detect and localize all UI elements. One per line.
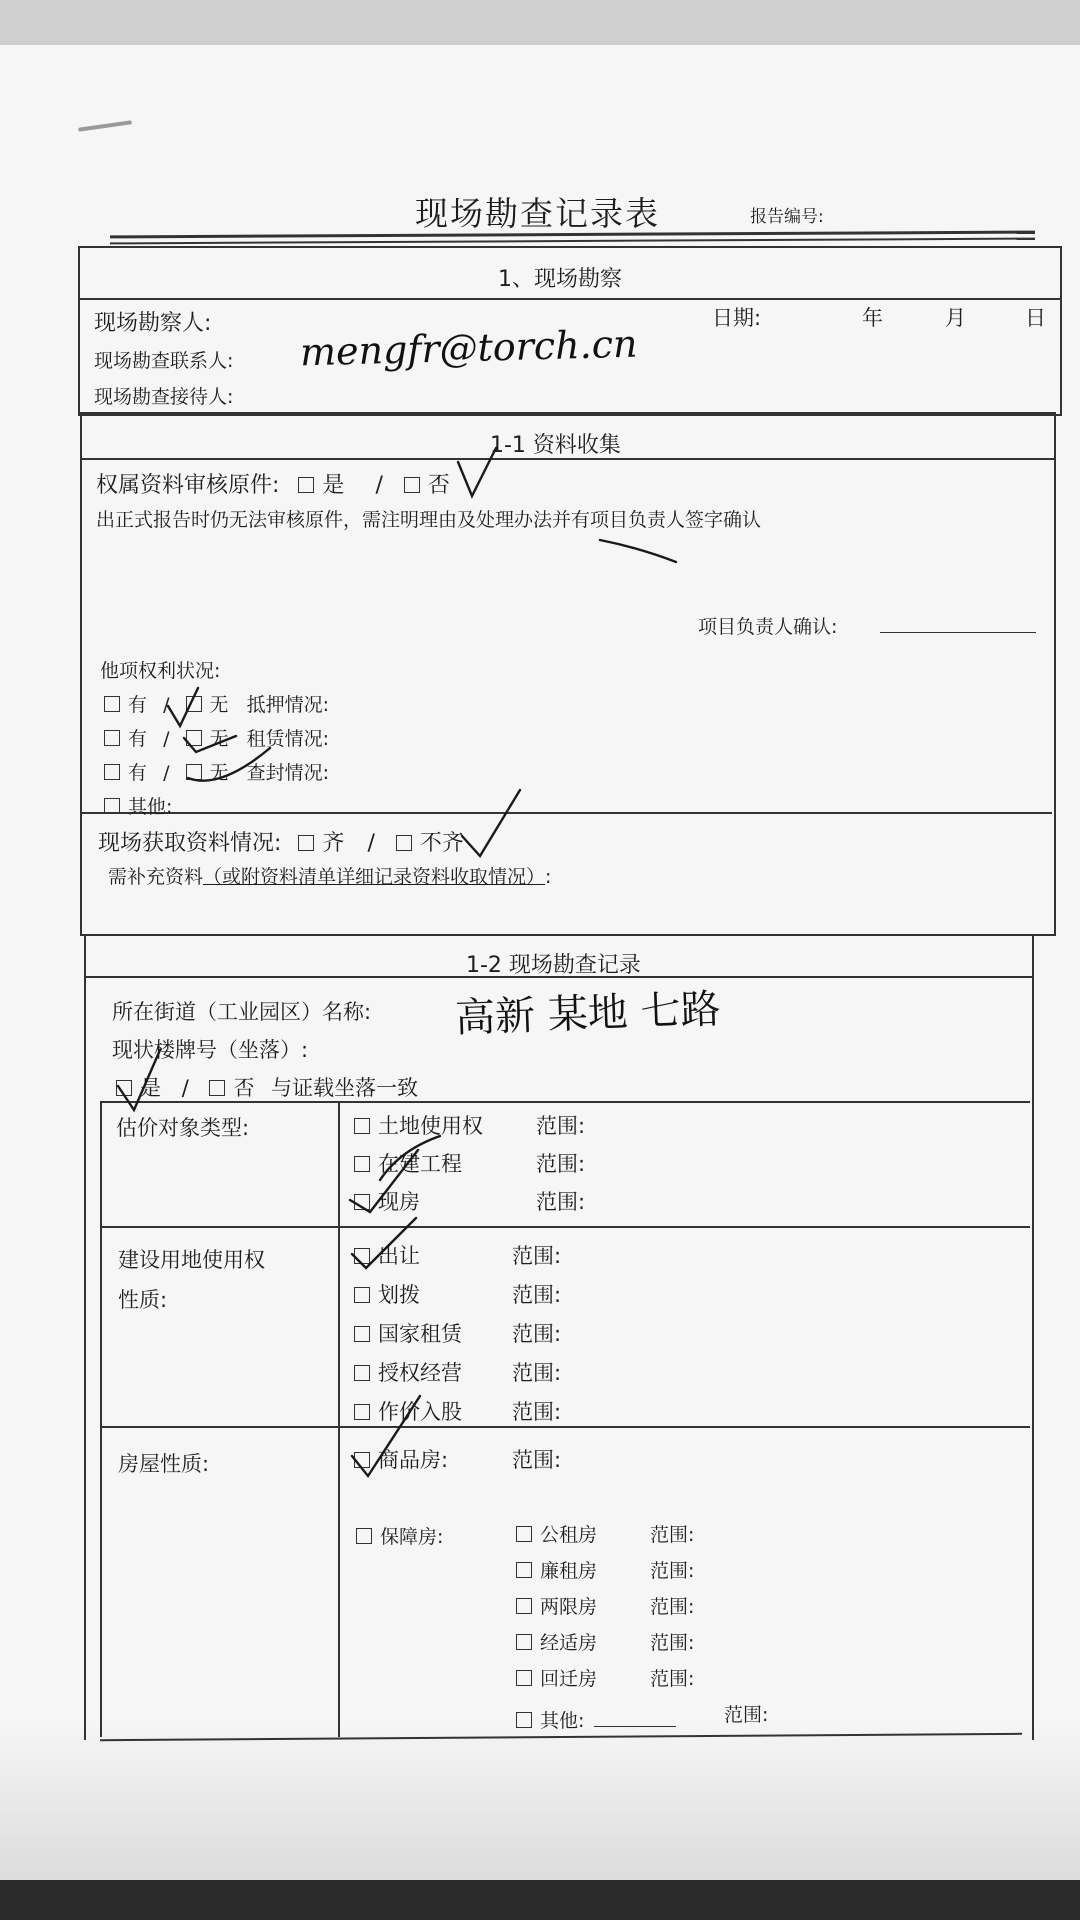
check-mortgage-none [168, 688, 198, 726]
equity-label: 作价入股 [378, 1400, 462, 1424]
authorized-label: 授权经营 [378, 1361, 462, 1385]
match-yes-label: 是 [140, 1076, 161, 1100]
equity-range: 范围: [512, 1400, 562, 1424]
authorized-range: 范围: [512, 1361, 562, 1385]
supplement-colon: : [545, 866, 552, 888]
state-lease-label: 国家租赁 [378, 1322, 462, 1346]
incomplete-label: 不齐 [419, 831, 464, 856]
transfer-label: 出让 [378, 1244, 420, 1268]
contact-handwriting: mengfr@torch.cn [299, 321, 638, 375]
state-lease-range: 范围: [512, 1322, 562, 1346]
has-label: 有 [128, 694, 148, 716]
seizure-label: 查封情况: [246, 762, 329, 784]
allocation-label: 划拨 [378, 1283, 420, 1307]
low-rent-range: 范围: [650, 1560, 695, 1582]
two-limit-label: 两限房 [540, 1596, 598, 1618]
complete-label: 齐 [322, 831, 345, 856]
economic-range: 范围: [650, 1632, 695, 1654]
check-incomplete [462, 790, 520, 856]
slash: / [375, 473, 383, 498]
form-title: 现场勘查记录表 [415, 194, 660, 233]
slash: / [367, 831, 375, 856]
object-type-label: 估价对象类型: [116, 1116, 250, 1140]
ownership-no-label: 否 [427, 473, 450, 498]
construction-label: 在建工程 [378, 1152, 462, 1176]
check-match-yes [118, 1050, 160, 1110]
street-label: 所在街道（工业园区）名称: [112, 1000, 372, 1024]
slash: / [163, 728, 170, 750]
economic-label: 经适房 [540, 1632, 598, 1654]
contact-label: 现场勘查联系人: [94, 350, 234, 372]
commercial-range: 范围: [512, 1448, 562, 1472]
allocation-range: 范围: [512, 1283, 562, 1307]
affordable-label: 保障房: [380, 1526, 444, 1548]
two-limit-range: 范围: [650, 1596, 695, 1618]
date-day: 日 [1025, 306, 1046, 330]
slash: / [163, 762, 170, 784]
supplement-note: （或附资料清单详细记录资料收取情况） [203, 866, 546, 888]
ownership-label: 权属资料审核原件: [96, 473, 280, 498]
has-label: 有 [128, 762, 148, 784]
street-handwriting: 高新 某地 七路 [454, 986, 722, 1042]
house-nature-label: 房屋性质: [118, 1452, 210, 1476]
has-label: 有 [128, 728, 148, 750]
pm-confirm-label: 项目负责人确认: [698, 616, 838, 638]
slash: / [163, 694, 170, 716]
section1-2-heading: 1-2 现场勘查记录 [466, 953, 641, 978]
pen-stroke [600, 540, 676, 562]
obtained-label: 现场获取资料情况: [98, 831, 282, 856]
section1-1-heading: 1-1 资料收集 [490, 433, 621, 458]
ownership-note: 出正式报告时仍无法审核原件，需注明理由及处理办法并有项目负责人签字确认 [96, 509, 762, 531]
other-label: 其他: [128, 796, 173, 818]
match-no-label: 否 [233, 1076, 255, 1100]
receiver-label: 现场勘查接待人: [94, 386, 234, 408]
match-label: 与证载坐落一致 [271, 1076, 419, 1100]
slash: / [181, 1076, 189, 1100]
check-lease-none [184, 736, 236, 752]
transfer-range: 范围: [512, 1244, 562, 1268]
report-number-label: 报告编号: [750, 207, 824, 227]
none-label: 无 [209, 728, 229, 750]
none-label: 无 [209, 694, 229, 716]
low-rent-label: 廉租房 [540, 1560, 598, 1582]
surveyor-label: 现场勘察人: [94, 311, 212, 336]
section1-heading: 1、现场勘察 [498, 267, 622, 292]
land-right-range: 范围: [536, 1114, 586, 1138]
relocation-label: 回迁房 [540, 1668, 598, 1690]
supplement-label: 需补充资料 [108, 866, 204, 888]
public-rent-range: 范围: [650, 1524, 695, 1546]
existing-house-label: 现房 [378, 1190, 420, 1214]
lease-label: 租赁情况: [246, 728, 329, 750]
other-rights-label: 他项权利状况: [100, 660, 221, 682]
affordable-other-label: 其他: [540, 1710, 585, 1732]
land-use-label-2: 性质: [118, 1288, 168, 1312]
land-use-label-1: 建设用地使用权 [118, 1248, 265, 1272]
address-label: 现状楼牌号（坐落）: [112, 1038, 309, 1062]
check-transfer [352, 1218, 416, 1268]
none-label: 无 [209, 762, 229, 784]
mortgage-label: 抵押情况: [246, 694, 329, 716]
check-ownership-no [458, 448, 496, 496]
public-rent-label: 公租房 [540, 1524, 598, 1546]
relocation-range: 范围: [650, 1668, 695, 1690]
commercial-label: 商品房: [378, 1448, 449, 1472]
date-label: 日期: [712, 306, 762, 330]
date-year: 年 [862, 306, 883, 330]
date-month: 月 [945, 306, 966, 330]
check-commercial [352, 1396, 420, 1476]
check-seizure-none [188, 748, 270, 781]
land-right-label: 土地使用权 [378, 1114, 483, 1138]
check-construction [380, 1136, 440, 1180]
affordable-other-range: 范围: [724, 1704, 769, 1726]
existing-house-range: 范围: [536, 1190, 586, 1214]
check-existing-house [350, 1150, 418, 1212]
construction-range: 范围: [536, 1152, 586, 1176]
ownership-yes-label: 是 [322, 473, 345, 498]
